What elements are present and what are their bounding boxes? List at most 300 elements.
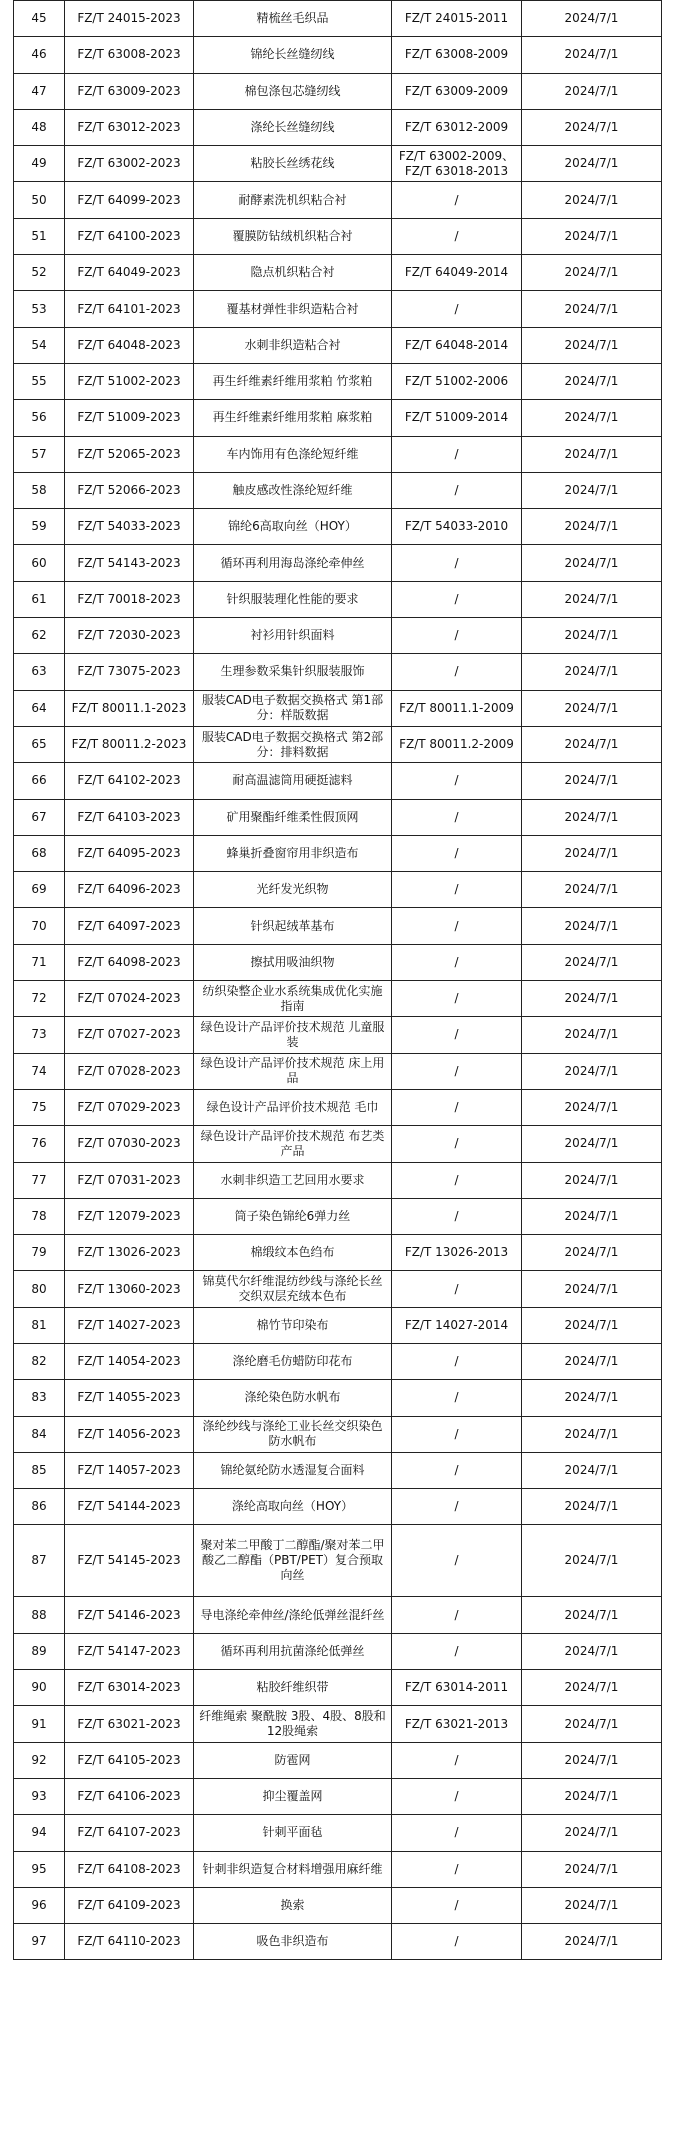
table-row — [14, 255, 662, 291]
standard-name: 绿色设计产品评价技术规范 布艺类产品 — [194, 1126, 392, 1162]
standard-name: 导电涤纶牵伸丝/涤纶低弹丝混纤丝 — [194, 1597, 392, 1633]
replaced-standard: / — [392, 835, 522, 871]
standard-name: 筒子染色锦纶6弹力丝 — [194, 1198, 392, 1234]
row-number: 76 — [14, 1126, 65, 1162]
effective-date: 2024/7/1 — [522, 1633, 662, 1669]
standard-name: 水刺非织造工艺回用水要求 — [194, 1162, 392, 1198]
effective-date: 2024/7/1 — [522, 1271, 662, 1307]
replaced-standard: / — [392, 1162, 522, 1198]
replaced-standard: FZ/T 80011.1-2009 — [392, 690, 522, 726]
standard-name: 生理参数采集针织服装服饰 — [194, 654, 392, 690]
standard-code: FZ/T 63002-2023 — [65, 146, 194, 182]
standard-name: 矿用聚酯纤维柔性假顶网 — [194, 799, 392, 835]
replaced-standard: FZ/T 64049-2014 — [392, 255, 522, 291]
row-number: 72 — [14, 981, 65, 1017]
table-row — [14, 1851, 662, 1887]
replaced-standard: / — [392, 1633, 522, 1669]
effective-date: 2024/7/1 — [522, 73, 662, 109]
standard-name: 再生纤维素纤维用浆粕 麻浆粕 — [194, 400, 392, 436]
effective-date: 2024/7/1 — [522, 1525, 662, 1597]
replaced-standard: / — [392, 1597, 522, 1633]
standard-name: 擦拭用吸油织物 — [194, 944, 392, 980]
replaced-standard: / — [392, 1887, 522, 1923]
replaced-standard: / — [392, 1452, 522, 1488]
effective-date: 2024/7/1 — [522, 618, 662, 654]
effective-date: 2024/7/1 — [522, 472, 662, 508]
standard-code: FZ/T 64103-2023 — [65, 799, 194, 835]
effective-date: 2024/7/1 — [522, 109, 662, 145]
table-row — [14, 944, 662, 980]
standard-code: FZ/T 64097-2023 — [65, 908, 194, 944]
standard-name: 锦莫代尔纤维混纺纱线与涤纶长丝交织双层充绒本色布 — [194, 1271, 392, 1307]
row-number: 91 — [14, 1706, 65, 1742]
standard-code: FZ/T 63012-2023 — [65, 109, 194, 145]
table-row — [14, 1416, 662, 1452]
row-number: 68 — [14, 835, 65, 871]
table-row — [14, 1017, 662, 1053]
row-number: 79 — [14, 1235, 65, 1271]
row-number: 48 — [14, 109, 65, 145]
effective-date: 2024/7/1 — [522, 436, 662, 472]
row-number: 62 — [14, 618, 65, 654]
standard-code: FZ/T 51002-2023 — [65, 363, 194, 399]
table-row — [14, 400, 662, 436]
replaced-standard: / — [392, 472, 522, 508]
standard-code: FZ/T 63008-2023 — [65, 37, 194, 73]
row-number: 71 — [14, 944, 65, 980]
table-row — [14, 1815, 662, 1851]
row-number: 73 — [14, 1017, 65, 1053]
row-number: 45 — [14, 1, 65, 37]
standard-code: FZ/T 64102-2023 — [65, 763, 194, 799]
table-row — [14, 726, 662, 762]
row-number: 86 — [14, 1489, 65, 1525]
standard-code: FZ/T 14056-2023 — [65, 1416, 194, 1452]
standard-code: FZ/T 64105-2023 — [65, 1742, 194, 1778]
standard-name: 循环再利用抗菌涤纶低弹丝 — [194, 1633, 392, 1669]
table-row — [14, 291, 662, 327]
effective-date: 2024/7/1 — [522, 1162, 662, 1198]
standard-code: FZ/T 07028-2023 — [65, 1053, 194, 1089]
table-row — [14, 363, 662, 399]
effective-date: 2024/7/1 — [522, 1887, 662, 1923]
standard-code: FZ/T 54146-2023 — [65, 1597, 194, 1633]
table-row — [14, 73, 662, 109]
replaced-standard: / — [392, 981, 522, 1017]
standard-name: 服装CAD电子数据交换格式 第1部分：样版数据 — [194, 690, 392, 726]
standard-code: FZ/T 51009-2023 — [65, 400, 194, 436]
replaced-standard: / — [392, 1489, 522, 1525]
standard-name: 涤纶纱线与涤纶工业长丝交织染色防水帆布 — [194, 1416, 392, 1452]
row-number: 60 — [14, 545, 65, 581]
standard-name: 聚对苯二甲酸丁二醇酯/聚对苯二甲酸乙二醇酯（PBT/PET）复合预取向丝 — [194, 1525, 392, 1597]
standard-code: FZ/T 70018-2023 — [65, 581, 194, 617]
standard-name: 锦纶氨纶防水透湿复合面料 — [194, 1452, 392, 1488]
standard-code: FZ/T 54145-2023 — [65, 1525, 194, 1597]
replaced-standard: / — [392, 1380, 522, 1416]
standard-name: 纺织染整企业水系统集成优化实施指南 — [194, 981, 392, 1017]
standard-code: FZ/T 07030-2023 — [65, 1126, 194, 1162]
row-number: 65 — [14, 726, 65, 762]
standard-code: FZ/T 64100-2023 — [65, 218, 194, 254]
row-number: 92 — [14, 1742, 65, 1778]
effective-date: 2024/7/1 — [522, 1778, 662, 1814]
table-row — [14, 109, 662, 145]
effective-date: 2024/7/1 — [522, 1924, 662, 1960]
standard-code: FZ/T 07024-2023 — [65, 981, 194, 1017]
row-number: 50 — [14, 182, 65, 218]
standard-name: 水刺非织造粘合衬 — [194, 327, 392, 363]
table-body — [14, 1, 662, 1960]
effective-date: 2024/7/1 — [522, 218, 662, 254]
standard-code: FZ/T 64099-2023 — [65, 182, 194, 218]
standard-name: 针织起绒革基布 — [194, 908, 392, 944]
table-row — [14, 799, 662, 835]
replaced-standard: / — [392, 1053, 522, 1089]
row-number: 49 — [14, 146, 65, 182]
standard-code: FZ/T 52065-2023 — [65, 436, 194, 472]
standard-name: 光纤发光织物 — [194, 872, 392, 908]
row-number: 58 — [14, 472, 65, 508]
effective-date: 2024/7/1 — [522, 291, 662, 327]
replaced-standard: / — [392, 1198, 522, 1234]
effective-date: 2024/7/1 — [522, 1452, 662, 1488]
table-row — [14, 1924, 662, 1960]
replaced-standard: / — [392, 1271, 522, 1307]
standard-code: FZ/T 64101-2023 — [65, 291, 194, 327]
standard-name: 针刺平面毡 — [194, 1815, 392, 1851]
standard-name: 触皮感改性涤纶短纤维 — [194, 472, 392, 508]
effective-date: 2024/7/1 — [522, 37, 662, 73]
standard-name: 绿色设计产品评价技术规范 床上用品 — [194, 1053, 392, 1089]
table-row — [14, 1380, 662, 1416]
replaced-standard: / — [392, 799, 522, 835]
replaced-standard: FZ/T 63009-2009 — [392, 73, 522, 109]
standard-name: 锦纶长丝缝纫线 — [194, 37, 392, 73]
replaced-standard: / — [392, 1017, 522, 1053]
standard-code: FZ/T 07029-2023 — [65, 1089, 194, 1125]
table-row — [14, 835, 662, 871]
replaced-standard: / — [392, 618, 522, 654]
standard-code: FZ/T 64048-2023 — [65, 327, 194, 363]
effective-date: 2024/7/1 — [522, 654, 662, 690]
standard-name: 服装CAD电子数据交换格式 第2部分：排料数据 — [194, 726, 392, 762]
replaced-standard: FZ/T 51009-2014 — [392, 400, 522, 436]
row-number: 77 — [14, 1162, 65, 1198]
standard-name: 锦纶6高取向丝（HOY） — [194, 509, 392, 545]
table-row — [14, 581, 662, 617]
table-row — [14, 509, 662, 545]
standard-name: 涤纶磨毛仿蜡防印花布 — [194, 1343, 392, 1379]
standard-code: FZ/T 13060-2023 — [65, 1271, 194, 1307]
standard-name: 涤纶高取向丝（HOY） — [194, 1489, 392, 1525]
standard-name: 覆基材弹性非织造粘合衬 — [194, 291, 392, 327]
table-row — [14, 1670, 662, 1706]
table-row — [14, 436, 662, 472]
replaced-standard: / — [392, 763, 522, 799]
effective-date: 2024/7/1 — [522, 1489, 662, 1525]
replaced-standard: / — [392, 1815, 522, 1851]
table-row — [14, 1778, 662, 1814]
standard-code: FZ/T 14027-2023 — [65, 1307, 194, 1343]
standard-name: 耐酵素洗机织粘合衬 — [194, 182, 392, 218]
replaced-standard: FZ/T 24015-2011 — [392, 1, 522, 37]
row-number: 74 — [14, 1053, 65, 1089]
table-row — [14, 1271, 662, 1307]
row-number: 55 — [14, 363, 65, 399]
standards-table — [13, 0, 662, 1960]
table-row — [14, 1633, 662, 1669]
standard-code: FZ/T 64095-2023 — [65, 835, 194, 871]
table-row — [14, 690, 662, 726]
row-number: 95 — [14, 1851, 65, 1887]
row-number: 75 — [14, 1089, 65, 1125]
standard-name: 棉竹节印染布 — [194, 1307, 392, 1343]
row-number: 67 — [14, 799, 65, 835]
effective-date: 2024/7/1 — [522, 1343, 662, 1379]
replaced-standard: / — [392, 872, 522, 908]
table-row — [14, 146, 662, 182]
row-number: 46 — [14, 37, 65, 73]
row-number: 61 — [14, 581, 65, 617]
standard-code: FZ/T 54144-2023 — [65, 1489, 194, 1525]
effective-date: 2024/7/1 — [522, 908, 662, 944]
table-row — [14, 1162, 662, 1198]
row-number: 80 — [14, 1271, 65, 1307]
table-row — [14, 1887, 662, 1923]
table-row — [14, 908, 662, 944]
replaced-standard: / — [392, 654, 522, 690]
effective-date: 2024/7/1 — [522, 1380, 662, 1416]
effective-date: 2024/7/1 — [522, 1053, 662, 1089]
table-row — [14, 1742, 662, 1778]
table-row — [14, 218, 662, 254]
standard-code: FZ/T 14057-2023 — [65, 1452, 194, 1488]
effective-date: 2024/7/1 — [522, 182, 662, 218]
standard-name: 抑尘覆盖网 — [194, 1778, 392, 1814]
replaced-standard: / — [392, 218, 522, 254]
effective-date: 2024/7/1 — [522, 763, 662, 799]
standard-code: FZ/T 54143-2023 — [65, 545, 194, 581]
replaced-standard: / — [392, 1416, 522, 1452]
effective-date: 2024/7/1 — [522, 400, 662, 436]
standard-code: FZ/T 80011.2-2023 — [65, 726, 194, 762]
effective-date: 2024/7/1 — [522, 799, 662, 835]
replaced-standard: / — [392, 436, 522, 472]
standard-code: FZ/T 64108-2023 — [65, 1851, 194, 1887]
standard-name: 棉缎纹本色绉布 — [194, 1235, 392, 1271]
replaced-standard: FZ/T 64048-2014 — [392, 327, 522, 363]
effective-date: 2024/7/1 — [522, 1198, 662, 1234]
effective-date: 2024/7/1 — [522, 327, 662, 363]
standard-code: FZ/T 07031-2023 — [65, 1162, 194, 1198]
row-number: 56 — [14, 400, 65, 436]
standard-name: 循环再利用海岛涤纶牵伸丝 — [194, 545, 392, 581]
table-row — [14, 1198, 662, 1234]
replaced-standard: / — [392, 1126, 522, 1162]
standard-name: 针织服装理化性能的要求 — [194, 581, 392, 617]
table-row — [14, 1307, 662, 1343]
replaced-standard: / — [392, 291, 522, 327]
table-row — [14, 1452, 662, 1488]
standard-code: FZ/T 12079-2023 — [65, 1198, 194, 1234]
table-row — [14, 1489, 662, 1525]
row-number: 83 — [14, 1380, 65, 1416]
replaced-standard: / — [392, 1778, 522, 1814]
standard-code: FZ/T 64106-2023 — [65, 1778, 194, 1814]
effective-date: 2024/7/1 — [522, 1742, 662, 1778]
standard-name: 换索 — [194, 1887, 392, 1923]
standard-name: 粘胶长丝绣花线 — [194, 146, 392, 182]
row-number: 54 — [14, 327, 65, 363]
row-number: 78 — [14, 1198, 65, 1234]
standard-name: 精梳丝毛织品 — [194, 1, 392, 37]
table-row — [14, 37, 662, 73]
row-number: 96 — [14, 1887, 65, 1923]
table-row — [14, 1597, 662, 1633]
effective-date: 2024/7/1 — [522, 1017, 662, 1053]
table-row — [14, 182, 662, 218]
row-number: 93 — [14, 1778, 65, 1814]
effective-date: 2024/7/1 — [522, 146, 662, 182]
table-row — [14, 1, 662, 37]
effective-date: 2024/7/1 — [522, 1416, 662, 1452]
standard-code: FZ/T 54033-2023 — [65, 509, 194, 545]
effective-date: 2024/7/1 — [522, 835, 662, 871]
standard-name: 衬衫用针织面料 — [194, 618, 392, 654]
table-row — [14, 1706, 662, 1742]
row-number: 57 — [14, 436, 65, 472]
standard-code: FZ/T 73075-2023 — [65, 654, 194, 690]
effective-date: 2024/7/1 — [522, 509, 662, 545]
effective-date: 2024/7/1 — [522, 1126, 662, 1162]
replaced-standard: / — [392, 1525, 522, 1597]
standard-code: FZ/T 80011.1-2023 — [65, 690, 194, 726]
effective-date: 2024/7/1 — [522, 1, 662, 37]
row-number: 47 — [14, 73, 65, 109]
table-row — [14, 654, 662, 690]
replaced-standard: / — [392, 182, 522, 218]
effective-date: 2024/7/1 — [522, 944, 662, 980]
replaced-standard: FZ/T 63014-2011 — [392, 1670, 522, 1706]
row-number: 63 — [14, 654, 65, 690]
table-row — [14, 872, 662, 908]
effective-date: 2024/7/1 — [522, 581, 662, 617]
effective-date: 2024/7/1 — [522, 1307, 662, 1343]
replaced-standard: FZ/T 63012-2009 — [392, 109, 522, 145]
row-number: 85 — [14, 1452, 65, 1488]
table-row — [14, 763, 662, 799]
standard-code: FZ/T 64098-2023 — [65, 944, 194, 980]
row-number: 53 — [14, 291, 65, 327]
effective-date: 2024/7/1 — [522, 1597, 662, 1633]
row-number: 69 — [14, 872, 65, 908]
effective-date: 2024/7/1 — [522, 363, 662, 399]
effective-date: 2024/7/1 — [522, 726, 662, 762]
table-row — [14, 1053, 662, 1089]
standard-name: 针刺非织造复合材料增强用麻纤维 — [194, 1851, 392, 1887]
standard-code: FZ/T 72030-2023 — [65, 618, 194, 654]
replaced-standard: / — [392, 581, 522, 617]
standard-code: FZ/T 63009-2023 — [65, 73, 194, 109]
standard-name: 涤纶染色防水帆布 — [194, 1380, 392, 1416]
replaced-standard: / — [392, 908, 522, 944]
effective-date: 2024/7/1 — [522, 255, 662, 291]
row-number: 52 — [14, 255, 65, 291]
standard-name: 覆膜防钻绒机织粘合衬 — [194, 218, 392, 254]
standard-code: FZ/T 64109-2023 — [65, 1887, 194, 1923]
row-number: 84 — [14, 1416, 65, 1452]
table-row — [14, 1126, 662, 1162]
row-number: 88 — [14, 1597, 65, 1633]
standard-name: 涤纶长丝缝纫线 — [194, 109, 392, 145]
table-row — [14, 1525, 662, 1597]
standard-code: FZ/T 24015-2023 — [65, 1, 194, 37]
replaced-standard: / — [392, 1924, 522, 1960]
replaced-standard: FZ/T 54033-2010 — [392, 509, 522, 545]
table-row — [14, 327, 662, 363]
standard-name: 粘胶纤维织带 — [194, 1670, 392, 1706]
replaced-standard: FZ/T 63002-2009、FZ/T 63018-2013 — [392, 146, 522, 182]
standard-code: FZ/T 14054-2023 — [65, 1343, 194, 1379]
row-number: 81 — [14, 1307, 65, 1343]
effective-date: 2024/7/1 — [522, 1706, 662, 1742]
replaced-standard: / — [392, 1089, 522, 1125]
replaced-standard: FZ/T 80011.2-2009 — [392, 726, 522, 762]
row-number: 90 — [14, 1670, 65, 1706]
effective-date: 2024/7/1 — [522, 545, 662, 581]
effective-date: 2024/7/1 — [522, 1089, 662, 1125]
standard-name: 纤维绳索 聚酰胺 3股、4股、8股和12股绳索 — [194, 1706, 392, 1742]
standard-code: FZ/T 63021-2023 — [65, 1706, 194, 1742]
standard-name: 防雹网 — [194, 1742, 392, 1778]
row-number: 66 — [14, 763, 65, 799]
effective-date: 2024/7/1 — [522, 1235, 662, 1271]
row-number: 82 — [14, 1343, 65, 1379]
standard-name: 吸色非织造布 — [194, 1924, 392, 1960]
table-row — [14, 1235, 662, 1271]
standard-code: FZ/T 64096-2023 — [65, 872, 194, 908]
effective-date: 2024/7/1 — [522, 981, 662, 1017]
standard-name: 绿色设计产品评价技术规范 毛巾 — [194, 1089, 392, 1125]
standard-name: 车内饰用有色涤纶短纤维 — [194, 436, 392, 472]
effective-date: 2024/7/1 — [522, 1815, 662, 1851]
table-row — [14, 618, 662, 654]
replaced-standard: FZ/T 14027-2014 — [392, 1307, 522, 1343]
table-row — [14, 545, 662, 581]
standard-code: FZ/T 13026-2023 — [65, 1235, 194, 1271]
effective-date: 2024/7/1 — [522, 690, 662, 726]
standard-name: 耐高温滤筒用硬挺滤料 — [194, 763, 392, 799]
table-row — [14, 1089, 662, 1125]
row-number: 51 — [14, 218, 65, 254]
table-row — [14, 472, 662, 508]
standard-code: FZ/T 64110-2023 — [65, 1924, 194, 1960]
standard-code: FZ/T 64049-2023 — [65, 255, 194, 291]
replaced-standard: / — [392, 1851, 522, 1887]
standard-name: 蜂巢折叠窗帘用非织造布 — [194, 835, 392, 871]
standard-code: FZ/T 54147-2023 — [65, 1633, 194, 1669]
standard-name: 棉包涤包芯缝纫线 — [194, 73, 392, 109]
replaced-standard: FZ/T 63021-2013 — [392, 1706, 522, 1742]
replaced-standard: FZ/T 51002-2006 — [392, 363, 522, 399]
table-row — [14, 1343, 662, 1379]
standard-code: FZ/T 07027-2023 — [65, 1017, 194, 1053]
standard-name: 再生纤维素纤维用浆粕 竹浆粕 — [194, 363, 392, 399]
replaced-standard: / — [392, 944, 522, 980]
replaced-standard: FZ/T 63008-2009 — [392, 37, 522, 73]
replaced-standard: / — [392, 1343, 522, 1379]
